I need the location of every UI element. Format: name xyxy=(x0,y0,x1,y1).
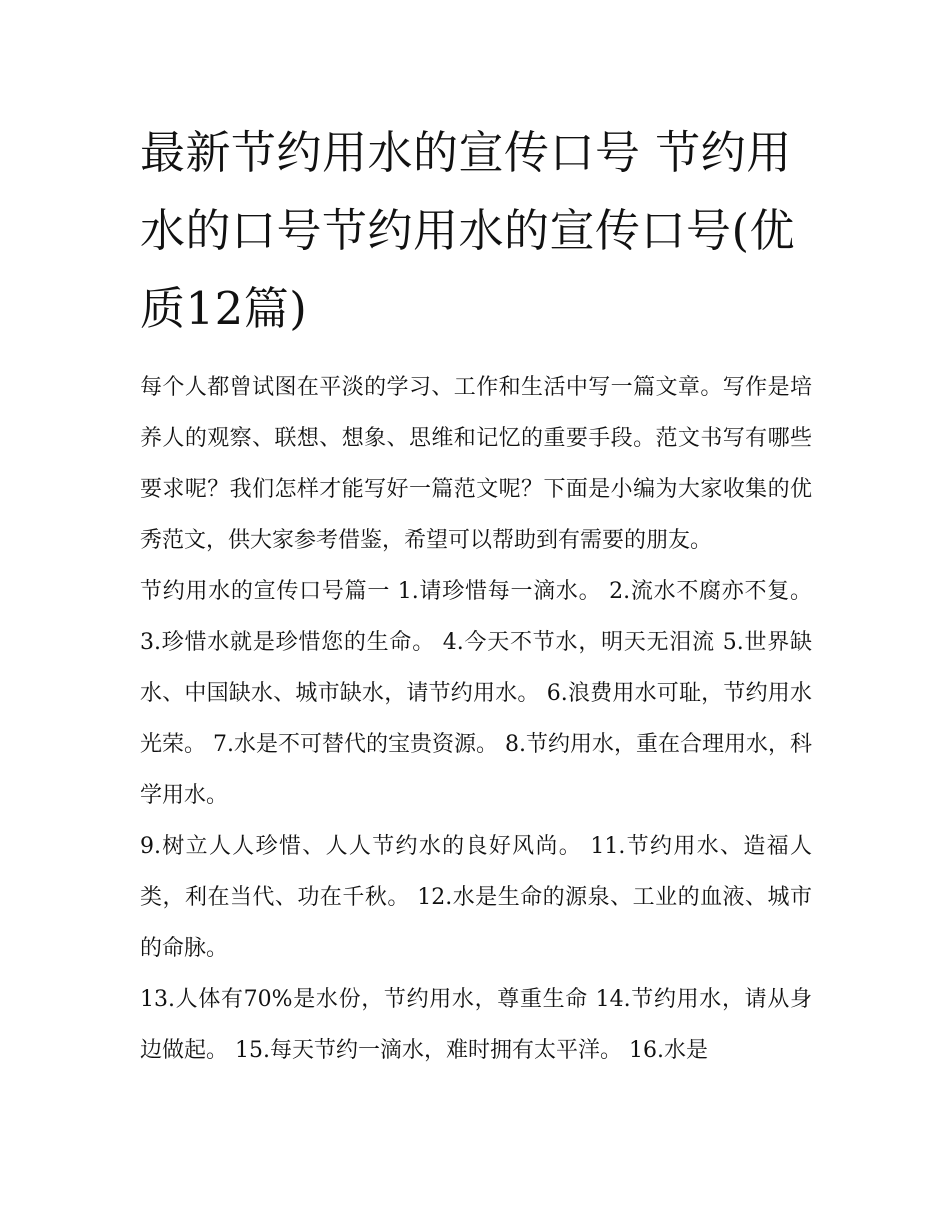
document-title: 最新节约用水的宣传口号 节约用水的口号节约用水的宣传口号(优质12篇) xyxy=(140,126,796,335)
slogan-paragraph-3: 13.人体有70%是水份，节约用水，尊重生命 14.节约用水，请从身边做起。 15.每天节约一滴水，难时拥有太平洋。 16.水是 xyxy=(140,987,812,1063)
document-page xyxy=(140,114,812,1076)
slogan-paragraph-1: 节约用水的宣传口号篇一 1.请珍惜每一滴水。 2.流水不腐亦不复。 3.珍惜水就是珍惜您的生命。 4.今天不节水，明天无泪流 5.世界缺水、中国缺水、城市缺水，请节约用水。 6.浪费用水可耻，节约用水光荣。 7.水是不可替代的宝贵资源。 8.节约用水，重在合理用水，科学用水。 xyxy=(140,579,812,808)
intro-paragraph: 每个人都曾试图在平淡的学习、工作和生活中写一篇文章。写作是培养人的观察、联想、想象、思维和记忆的重要手段。范文书写有哪些要求呢？我们怎样才能写好一篇范文呢？下面是小编为大家收集的优秀范文，供大家参考借鉴，希望可以帮助到有需要的朋友。 xyxy=(140,375,812,553)
slogan-paragraph-2: 9.树立人人珍惜、人人节约水的良好风尚。 11.节约用水、造福人类，利在当代、功在千秋。 12.水是生命的源泉、工业的血液、城市的命脉。 xyxy=(140,834,812,961)
